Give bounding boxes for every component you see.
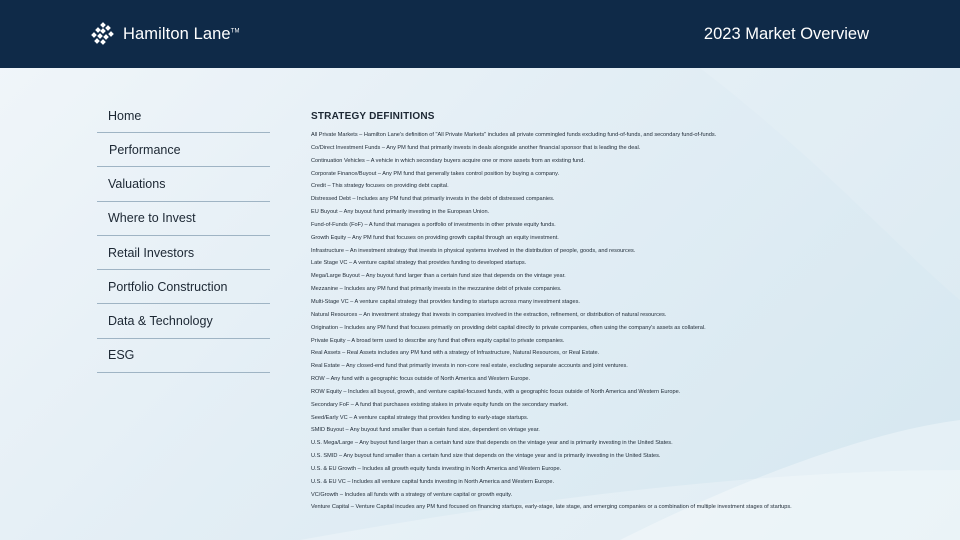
definition-item: Corporate Finance/Buyout – Any PM fund that generally takes control position by buying a company. [311,170,560,177]
definition-item: Secondary FoF – A fund that purchases existing stakes in private equity funds on the secondary market. [311,401,569,408]
definition-item: Origination – Includes any PM fund that focuses primarily on providing debt capital directly to private companies, often using the company's assets as collateral. [311,324,706,331]
definition-item: ROW Equity – Includes all buyout, growth, and venture capital-focused funds, with a geographic focus outside of North America and Western Europe. [311,388,681,395]
definition-item: ROW – Any fund with a geographic focus outside of North America and Western Europe. [311,376,531,383]
definition-item: Private Equity – A broad term used to describe any fund that offers equity capital to private companies. [311,337,565,344]
nav-item-label: Portfolio Construction [108,279,228,294]
nav-item-label: ESG [108,348,135,363]
definition-item: Real Assets – Real Assets includes any PM fund with a strategy of Infrastructure, Natural Resources, or Real Estate. [311,350,600,357]
definition-item: Continuation Vehicles – A vehicle in which secondary buyers acquire one or more assets from an existing fund. [311,157,585,164]
definition-item: U.S. & EU VC – Includes all venture capital funds investing in North America and Western Europe. [311,478,555,485]
definition-item: SMID Buyout – Any buyout fund smaller than a certain fund size, dependent on vintage year. [311,427,540,434]
nav-item-label: Performance [109,142,181,157]
brand-logo[interactable] [91,22,240,46]
definition-item: VC/Growth – Includes all funds with a strategy of venture capital or growth equity. [311,491,513,498]
nav-item-data-technology[interactable] [97,304,270,338]
nav-item-retail-investors[interactable] [97,236,270,270]
definition-item: Multi-Stage VC – A venture capital strategy that provides funding to startups across many investment stages. [311,298,580,305]
nav-item-home[interactable] [97,99,270,133]
definition-item: Late Stage VC – A venture capital strategy that provides funding to developed startups. [311,260,527,267]
nav-item-label: Retail Investors [108,245,195,260]
sidebar-nav [97,99,270,373]
nav-item-esg[interactable] [97,339,270,373]
hamilton-lane-logo-icon [91,22,115,46]
section-title: STRATEGY DEFINITIONS [311,111,435,122]
definition-item: Growth Equity – Any PM fund that focuses on providing growth capital through an equity investment. [311,234,559,241]
definition-item: Credit – This strategy focuses on providing debt capital. [311,183,449,190]
nav-item-label: Data & Technology [108,314,213,329]
definition-item: U.S. Mega/Large – Any buyout fund larger than a certain fund size that depends on the vintage year and is primarily investing in the United States. [311,440,673,447]
strategy-definitions-panel [311,111,871,510]
nav-item-performance[interactable] [97,133,270,167]
definition-item: Infrastructure – An investment strategy that invests in physical systems involved in the distribution of people, goods, and resources. [311,247,636,254]
definition-item: Natural Resources – An investment strategy that invests in companies involved in the extraction, refinement, or distribution of natural resources. [311,311,667,318]
header-bar [0,0,960,68]
definition-item: All Private Markets – Hamilton Lane's definition of "All Private Markets" includes all private commingled funds excluding fund-of-funds, and secondary fund-of-funds. [311,132,717,138]
nav-item-valuations[interactable] [97,167,270,201]
definition-item: Seed/Early VC – A venture capital strategy that provides funding to early-stage startups. [311,414,529,421]
definition-item: Real Estate – Any closed-end fund that primarily invests in non-core real estate, excluding separate accounts and joint ventures. [311,363,628,370]
definition-item: EU Buyout – Any buyout fund primarily investing in the European Union. [311,209,490,216]
page-title: 2023 Market Overview [703,24,869,43]
definition-item: U.S. & EU Growth – Includes all growth equity funds investing in North America and Western Europe. [311,465,562,472]
definition-item: Mega/Large Buyout – Any buyout fund larger than a certain fund size that depends on the vintage year. [311,273,566,280]
nav-item-label: Valuations [108,176,166,191]
nav-item-portfolio-construction[interactable] [97,270,270,304]
definition-item: Venture Capital – Venture Capital incudes any PM fund focused on financing startups, early-stage, late stage, and emerging companies or a combination of multiple investment stages of startups. [311,504,792,511]
definition-item: Fund-of-Funds (FoF) – A fund that manages a portfolio of investments in other private equity funds. [311,221,556,228]
definition-item: Co/Direct Investment Funds – Any PM fund that primarily invests in deals alongside another financial sponsor that is leading the deal. [311,144,641,151]
brand-name: Hamilton Lane™ [123,24,240,43]
nav-item-label: Where to Invest [108,211,196,226]
nav-item-where-to-invest[interactable] [97,202,270,236]
nav-item-label: Home [108,108,142,123]
definition-item: U.S. SMID – Any buyout fund smaller than a certain fund size that depends on the vintage year and is primarily investing in the United States. [311,453,661,460]
definition-item: Mezzanine – Includes any PM fund that primarily invests in the mezzanine debt of private companies. [311,286,562,293]
trademark-mark: TM [230,28,240,34]
definition-item: Distressed Debt – Includes any PM fund that primarily invests in the debt of distressed companies. [311,196,555,203]
definitions-list [311,132,871,510]
